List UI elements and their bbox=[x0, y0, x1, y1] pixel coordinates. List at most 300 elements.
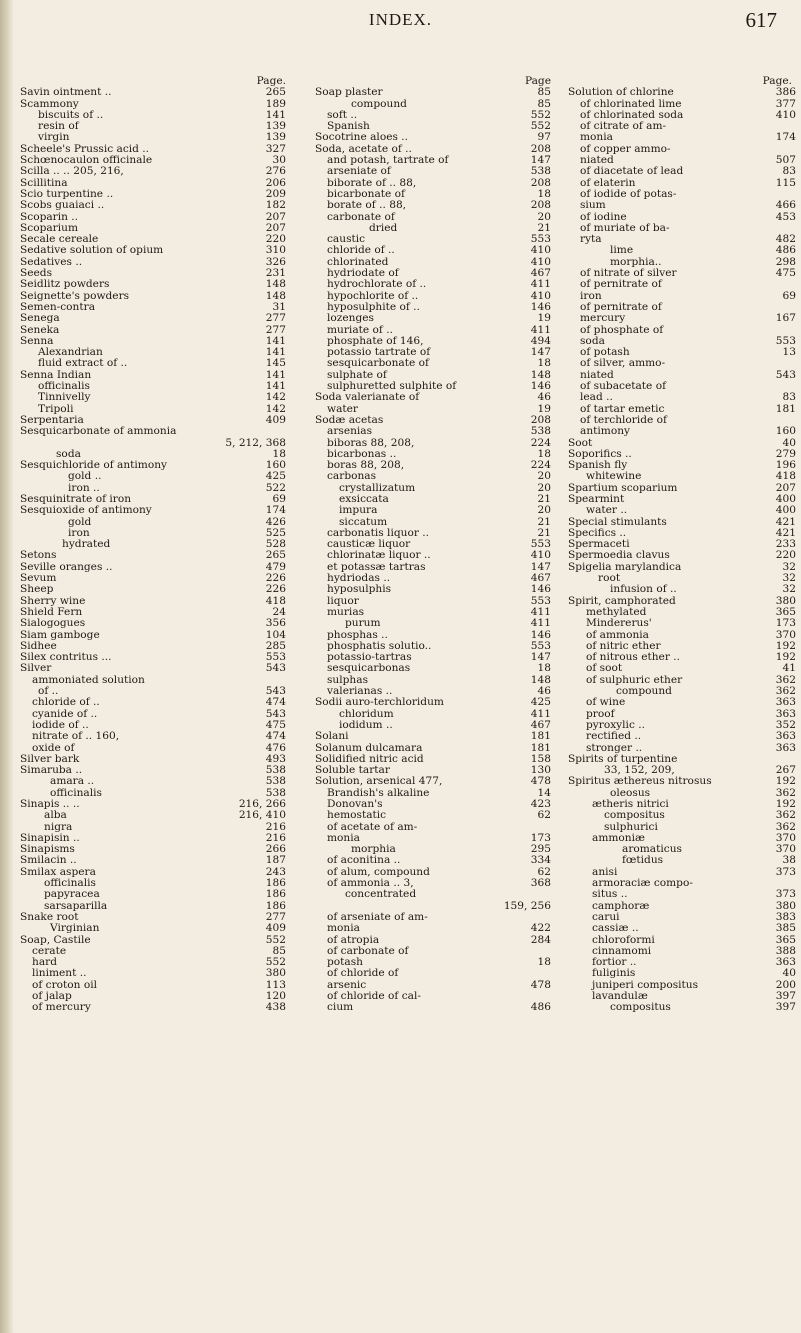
index-page-refs: 410 bbox=[530, 289, 551, 302]
index-page-refs: 69 bbox=[782, 289, 796, 302]
index-term: siccatum bbox=[339, 515, 388, 528]
index-entry bbox=[315, 426, 555, 437]
index-page-refs: 18 bbox=[272, 447, 286, 460]
index-entry bbox=[20, 584, 290, 595]
index-term: potassio tartrate of bbox=[327, 346, 431, 359]
index-term: Seville oranges .. bbox=[20, 560, 113, 573]
index-entry bbox=[568, 505, 796, 516]
index-page-refs: 362 bbox=[775, 820, 796, 833]
index-page-refs: 380 bbox=[775, 594, 796, 607]
index-page-refs: 158 bbox=[530, 752, 551, 765]
index-term: exsiccata bbox=[339, 492, 389, 505]
index-entry bbox=[315, 697, 555, 708]
index-entry bbox=[568, 776, 796, 787]
index-entry bbox=[315, 618, 555, 629]
index-page-refs: 425 bbox=[265, 470, 286, 483]
index-entry bbox=[315, 731, 555, 742]
index-page-refs: 334 bbox=[530, 854, 551, 867]
index-page-refs: 553 bbox=[530, 233, 551, 246]
index-term: methylated bbox=[586, 605, 647, 618]
index-term: of pernitrate of bbox=[580, 300, 662, 313]
index-page-refs: 425 bbox=[530, 696, 551, 709]
index-term: hydriodate of bbox=[327, 267, 399, 280]
index-page-refs: 543 bbox=[265, 707, 286, 720]
index-term: Soap, Castile bbox=[20, 933, 91, 946]
index-page-refs: 385 bbox=[775, 922, 796, 935]
index-page-refs: 83 bbox=[782, 391, 796, 404]
index-page-refs: 19 bbox=[537, 312, 551, 325]
index-term: Tinnivelly bbox=[38, 391, 91, 404]
index-page-refs: 19 bbox=[537, 402, 551, 415]
index-entry bbox=[20, 257, 290, 268]
index-term: of chlorinated lime bbox=[580, 97, 682, 110]
index-entry bbox=[568, 697, 796, 708]
index-term: Siam gamboge bbox=[20, 628, 100, 641]
index-page-refs: 266 bbox=[265, 843, 286, 856]
index-term: of wine bbox=[586, 696, 626, 709]
index-page-refs: 147 bbox=[530, 560, 551, 573]
index-page-refs: 552 bbox=[265, 933, 286, 946]
index-term: Soot bbox=[568, 436, 593, 449]
index-page-refs: 411 bbox=[530, 323, 551, 336]
index-page-refs: 474 bbox=[265, 696, 286, 709]
index-term: of soot bbox=[586, 662, 623, 675]
index-term: chloridum bbox=[339, 707, 394, 720]
index-term: of nitric ether bbox=[586, 639, 661, 652]
index-term: Sherry wine bbox=[20, 594, 86, 607]
index-page-refs: 466 bbox=[775, 199, 796, 212]
index-term: Spearmint bbox=[568, 492, 625, 505]
index-term: lozenges bbox=[327, 312, 374, 325]
index-term: Sialogogues bbox=[20, 617, 86, 630]
index-term: boras 88, 208, bbox=[327, 459, 405, 472]
index-term: Solution, arsenical 477, bbox=[315, 775, 443, 788]
index-page-refs: 139 bbox=[265, 120, 286, 133]
index-page-refs: 20 bbox=[537, 210, 551, 223]
index-term: valerianas .. bbox=[327, 685, 393, 698]
entries-list bbox=[568, 87, 796, 1013]
index-entry bbox=[315, 279, 555, 290]
index-page-refs: 147 bbox=[530, 651, 551, 664]
index-entry bbox=[20, 573, 290, 584]
index-term: cerate bbox=[32, 944, 67, 957]
index-column-3 bbox=[568, 76, 796, 1014]
index-page-refs: 209 bbox=[265, 187, 286, 200]
index-term: liniment .. bbox=[32, 967, 87, 980]
index-term: chloroformi bbox=[592, 933, 655, 946]
index-term: biborate of .. 88, bbox=[327, 176, 417, 189]
index-page-refs: 141 bbox=[265, 380, 286, 393]
index-page-refs: 553 bbox=[530, 594, 551, 607]
index-entry bbox=[568, 245, 796, 256]
index-page-refs: 208 bbox=[530, 176, 551, 189]
index-page-refs: 538 bbox=[530, 425, 551, 438]
index-page-refs: 146 bbox=[530, 628, 551, 641]
index-term: Scobs guaiaci .. bbox=[20, 199, 105, 212]
index-term: potash bbox=[327, 956, 363, 969]
index-entry bbox=[20, 923, 290, 934]
index-term: juniperi compositus bbox=[592, 978, 699, 991]
page-gutter-shadow bbox=[0, 0, 14, 1333]
index-page-refs: 486 bbox=[530, 1001, 551, 1014]
index-entry bbox=[568, 833, 796, 844]
index-entry bbox=[20, 426, 290, 437]
index-page-refs: 295 bbox=[530, 843, 551, 856]
index-term: Special stimulants bbox=[568, 515, 667, 528]
index-term: Spartium scoparium bbox=[568, 481, 678, 494]
index-entry bbox=[20, 697, 290, 708]
index-page-refs: 18 bbox=[537, 956, 551, 969]
index-term: Soda, acetate of .. bbox=[315, 142, 412, 155]
index-page-refs: 141 bbox=[265, 368, 286, 381]
index-page-refs: 326 bbox=[265, 255, 286, 268]
index-entry bbox=[20, 539, 290, 550]
index-term: ammoniæ bbox=[592, 831, 645, 844]
index-term: whitewine bbox=[586, 470, 642, 483]
index-page-refs: 467 bbox=[530, 572, 551, 585]
index-entry bbox=[315, 505, 555, 516]
index-term: of tartar emetic bbox=[580, 402, 665, 415]
index-entry bbox=[568, 87, 796, 98]
index-term: iodidum .. bbox=[339, 718, 393, 731]
index-page-refs: 410 bbox=[530, 255, 551, 268]
index-page-refs: 186 bbox=[265, 877, 286, 890]
index-term: iron .. bbox=[68, 481, 100, 494]
index-entry bbox=[20, 87, 290, 98]
index-page-refs: 173 bbox=[530, 831, 551, 844]
index-page-refs: 553 bbox=[265, 651, 286, 664]
index-term: impura bbox=[339, 504, 378, 517]
index-term: Soporifics .. bbox=[568, 447, 632, 460]
index-page-refs: 115 bbox=[775, 176, 796, 189]
index-term: soda bbox=[580, 334, 605, 347]
index-term: arsenias bbox=[327, 425, 373, 438]
index-page-refs: 552 bbox=[530, 108, 551, 121]
index-term: Seeds bbox=[20, 267, 53, 280]
index-page-refs: 553 bbox=[530, 538, 551, 551]
index-term: Spirits of turpentine bbox=[568, 752, 678, 765]
index-term: fortior .. bbox=[592, 956, 637, 969]
index-page-refs: 327 bbox=[265, 142, 286, 155]
index-term: of arseniate of am- bbox=[327, 910, 428, 923]
index-page-refs: 174 bbox=[775, 131, 796, 144]
index-page-refs: 192 bbox=[775, 639, 796, 652]
index-page-refs: 380 bbox=[775, 899, 796, 912]
index-term: Senega bbox=[20, 312, 60, 325]
index-page-refs: 196 bbox=[775, 459, 796, 472]
index-term: Scio turpentine .. bbox=[20, 187, 114, 200]
index-page-refs: 553 bbox=[775, 334, 796, 347]
index-page-refs: 147 bbox=[530, 346, 551, 359]
index-term: Specifics .. bbox=[568, 526, 627, 539]
index-page-refs: 20 bbox=[537, 504, 551, 517]
index-term: muriate of .. bbox=[327, 323, 393, 336]
index-page-refs: 146 bbox=[530, 380, 551, 393]
index-page-refs: 538 bbox=[265, 775, 286, 788]
index-page-refs: 187 bbox=[265, 854, 286, 867]
index-page-refs: 494 bbox=[530, 334, 551, 347]
index-page-refs: 148 bbox=[265, 278, 286, 291]
index-term: ætheris nitrici bbox=[592, 798, 669, 810]
index-term: chlorinatæ liquor .. bbox=[327, 549, 431, 562]
index-entry bbox=[20, 731, 290, 742]
running-title: INDEX. bbox=[368, 10, 433, 29]
index-term: Schœnocaulon officinale bbox=[20, 154, 153, 167]
index-page-refs: 478 bbox=[530, 775, 551, 788]
index-term: Sodii auro-terchloridum bbox=[315, 696, 444, 709]
index-page-refs: 543 bbox=[775, 368, 796, 381]
index-entry bbox=[20, 1002, 290, 1013]
index-page-refs: 552 bbox=[530, 120, 551, 133]
index-term: Solution of chlorine bbox=[568, 86, 674, 99]
index-term: of croton oil bbox=[32, 978, 98, 991]
index-page-refs: 18 bbox=[537, 447, 551, 460]
index-entry bbox=[20, 505, 290, 516]
index-term: compound bbox=[616, 685, 672, 698]
index-entry bbox=[20, 810, 290, 821]
index-page-refs: 85 bbox=[537, 86, 551, 99]
index-term: iron bbox=[68, 526, 90, 539]
index-page-refs: 410 bbox=[775, 108, 796, 121]
index-term: niated bbox=[580, 154, 614, 167]
index-entry bbox=[315, 313, 555, 324]
index-page-refs: 363 bbox=[775, 707, 796, 720]
index-term: of subacetate of bbox=[580, 380, 666, 393]
index-page-refs: 141 bbox=[265, 346, 286, 359]
index-page-refs: 538 bbox=[265, 764, 286, 777]
index-term: of nitrous ether .. bbox=[586, 651, 680, 664]
index-page-refs: 148 bbox=[530, 368, 551, 381]
index-term: chloride of .. bbox=[327, 244, 395, 257]
index-entry bbox=[20, 325, 290, 336]
index-term: carbonate of bbox=[327, 210, 395, 223]
index-term: Sedatives .. bbox=[20, 255, 83, 268]
index-term: Scillitina bbox=[20, 176, 68, 189]
index-term: of atropia bbox=[327, 933, 380, 946]
index-page-refs: 226 bbox=[265, 583, 286, 596]
column-page-header: Page. bbox=[256, 75, 286, 87]
index-term: cassiæ .. bbox=[592, 922, 639, 935]
index-term: Sesquinitrate of iron bbox=[20, 492, 132, 505]
index-term: Solanum dulcamara bbox=[315, 741, 423, 754]
index-entry bbox=[315, 1002, 555, 1013]
index-term: Socotrine aloes .. bbox=[315, 131, 409, 144]
index-page-refs: 97 bbox=[537, 131, 551, 144]
index-page-refs: 182 bbox=[265, 199, 286, 212]
index-term: Spanish fly bbox=[568, 459, 628, 472]
index-term: chlorinated bbox=[327, 255, 389, 268]
index-term: sulphuretted sulphite of bbox=[327, 380, 457, 393]
index-entry bbox=[315, 720, 555, 731]
index-term: of sulphuric ether bbox=[586, 673, 683, 686]
index-page-refs: 265 bbox=[265, 549, 286, 562]
index-page-refs: 411 bbox=[530, 278, 551, 291]
index-term: Scammony bbox=[20, 97, 79, 110]
index-entry bbox=[568, 844, 796, 855]
index-page-refs: 277 bbox=[265, 312, 286, 325]
index-entry bbox=[568, 991, 796, 1002]
index-page-refs: 160 bbox=[265, 459, 286, 472]
index-term: officinalis bbox=[50, 786, 102, 799]
index-term: hydrochlorate of .. bbox=[327, 278, 427, 291]
index-page-refs: 525 bbox=[265, 526, 286, 539]
index-page-refs: 543 bbox=[265, 662, 286, 675]
index-page-refs: 146 bbox=[530, 583, 551, 596]
index-entry bbox=[20, 618, 290, 629]
entries-list bbox=[315, 87, 555, 1013]
index-page-refs: 21 bbox=[537, 515, 551, 528]
index-term: Senna bbox=[20, 334, 54, 347]
index-page-refs: 310 bbox=[265, 244, 286, 257]
index-page-refs: 189 bbox=[265, 97, 286, 110]
index-term: Soda valerianate of bbox=[315, 391, 420, 404]
index-page-refs: 147 bbox=[530, 154, 551, 167]
index-term: Shield Fern bbox=[20, 605, 83, 618]
index-term: Sinapisin .. bbox=[20, 831, 80, 844]
index-page-refs: 363 bbox=[775, 741, 796, 754]
index-page-refs: 409 bbox=[265, 922, 286, 935]
index-page-refs: 41 bbox=[782, 662, 796, 675]
index-entry bbox=[568, 573, 796, 584]
index-term: Scoparium bbox=[20, 221, 78, 234]
index-term: hyposulphis bbox=[327, 583, 392, 596]
index-page-refs: 160 bbox=[775, 425, 796, 438]
index-term: sarsaparilla bbox=[44, 899, 108, 912]
index-page-refs: 400 bbox=[775, 504, 796, 517]
index-page-refs: 18 bbox=[537, 187, 551, 200]
entries-list bbox=[20, 87, 290, 1013]
index-term: arseniate of bbox=[327, 165, 391, 178]
index-page-refs: 174 bbox=[265, 504, 286, 517]
index-page-refs: 467 bbox=[530, 267, 551, 280]
index-term: Semen-contra bbox=[20, 300, 96, 313]
index-page-refs: 365 bbox=[775, 933, 796, 946]
index-entry bbox=[568, 279, 796, 290]
index-term: mercury bbox=[580, 312, 626, 325]
index-term: carbonatis liquor .. bbox=[327, 526, 429, 539]
index-page-refs: 479 bbox=[265, 560, 286, 573]
index-entry bbox=[568, 392, 796, 403]
index-term: Scheele's Prussic acid .. bbox=[20, 142, 150, 155]
index-term: nitrate of .. 160, bbox=[32, 730, 120, 743]
index-entry bbox=[568, 584, 796, 595]
index-page-refs: 83 bbox=[782, 165, 796, 178]
index-page-refs: 216 bbox=[265, 820, 286, 833]
index-page-refs: 192 bbox=[775, 775, 796, 788]
index-page-refs: 474 bbox=[265, 730, 286, 743]
index-page-refs: 476 bbox=[265, 741, 286, 754]
index-term: infusion of .. bbox=[610, 583, 677, 596]
index-term: crystallizatum bbox=[339, 481, 416, 494]
index-page-refs: 370 bbox=[775, 831, 796, 844]
index-term: morphia.. bbox=[610, 255, 662, 268]
index-term: compositus bbox=[610, 1001, 671, 1014]
index-term: oleosus bbox=[610, 786, 651, 799]
index-page-refs: 173 bbox=[775, 617, 796, 630]
index-page-refs: 32 bbox=[782, 560, 796, 573]
index-term: Sinapis .. .. bbox=[20, 798, 80, 810]
index-page-refs: 38 bbox=[782, 854, 796, 867]
index-page-refs: 475 bbox=[265, 718, 286, 731]
index-page-refs: 467 bbox=[530, 718, 551, 731]
index-term: virgin bbox=[38, 131, 70, 144]
index-page-refs: 21 bbox=[537, 492, 551, 505]
index-page-refs: 298 bbox=[775, 255, 796, 268]
index-page-refs: 386 bbox=[775, 86, 796, 99]
index-entry bbox=[20, 562, 290, 573]
index-page-refs: 368 bbox=[530, 877, 551, 890]
index-page-refs: 373 bbox=[775, 865, 796, 878]
index-entry bbox=[568, 166, 796, 177]
index-page-refs: 397 bbox=[775, 1001, 796, 1014]
index-term: of diacetate of lead bbox=[580, 165, 684, 178]
index-page-refs: 400 bbox=[775, 492, 796, 505]
index-entry bbox=[315, 212, 555, 223]
index-page-refs: 208 bbox=[530, 413, 551, 426]
page-number: 617 bbox=[745, 8, 777, 32]
index-page-refs: 31 bbox=[272, 300, 286, 313]
index-entry bbox=[568, 471, 796, 482]
index-page-refs: 5, 212, 368 bbox=[225, 436, 286, 449]
index-term: Mindererus' bbox=[586, 617, 652, 630]
index-entry bbox=[20, 528, 290, 539]
index-page-refs: 181 bbox=[530, 741, 551, 754]
index-page-refs: 13 bbox=[782, 346, 796, 359]
index-term: potassio-tartras bbox=[327, 651, 412, 664]
index-term: and potash, tartrate of bbox=[327, 154, 449, 167]
index-term: Silver bark bbox=[20, 752, 80, 765]
index-term: soft .. bbox=[327, 108, 358, 121]
index-entry bbox=[315, 810, 555, 821]
index-page-refs: 422 bbox=[530, 922, 551, 935]
index-term: of chloride of cal- bbox=[327, 990, 421, 1003]
index-page-refs: 32 bbox=[782, 572, 796, 585]
index-page-refs: 46 bbox=[537, 391, 551, 404]
index-term: Scilla .. .. 205, 216, bbox=[20, 165, 124, 178]
index-term: of phosphate of bbox=[580, 323, 664, 336]
index-term: liquor bbox=[327, 594, 359, 607]
index-term: Spiritus æthereus nitrosus bbox=[568, 775, 712, 788]
index-page-refs: 284 bbox=[530, 933, 551, 946]
index-term: borate of .. 88, bbox=[327, 199, 407, 212]
index-term: hydrated bbox=[62, 538, 111, 551]
index-page-refs: 362 bbox=[775, 786, 796, 799]
index-page-refs: 21 bbox=[537, 221, 551, 234]
index-page-refs: 552 bbox=[265, 956, 286, 969]
index-entry bbox=[20, 460, 290, 471]
index-page-refs: 141 bbox=[265, 108, 286, 121]
index-term: monia bbox=[580, 131, 613, 144]
index-page-refs: 362 bbox=[775, 809, 796, 822]
index-term: hyposulphite of .. bbox=[327, 300, 420, 313]
index-page-refs: 356 bbox=[265, 617, 286, 630]
index-page-refs: 130 bbox=[530, 764, 551, 777]
index-term: phosphas .. bbox=[327, 628, 388, 641]
index-page-refs: 181 bbox=[530, 730, 551, 743]
index-page-refs: 285 bbox=[265, 639, 286, 652]
index-page-refs: 370 bbox=[775, 628, 796, 641]
index-page-refs: 231 bbox=[265, 267, 286, 280]
index-term: morphia bbox=[351, 843, 396, 856]
index-page-refs: 380 bbox=[265, 967, 286, 980]
index-term: of iodide of potas- bbox=[580, 187, 677, 200]
index-page-refs: 167 bbox=[775, 312, 796, 325]
index-term: officinalis bbox=[38, 380, 90, 393]
index-page-refs: 411 bbox=[530, 617, 551, 630]
index-page-refs: 186 bbox=[265, 888, 286, 901]
index-term: compositus bbox=[604, 809, 665, 822]
index-term: Solani bbox=[315, 730, 349, 743]
